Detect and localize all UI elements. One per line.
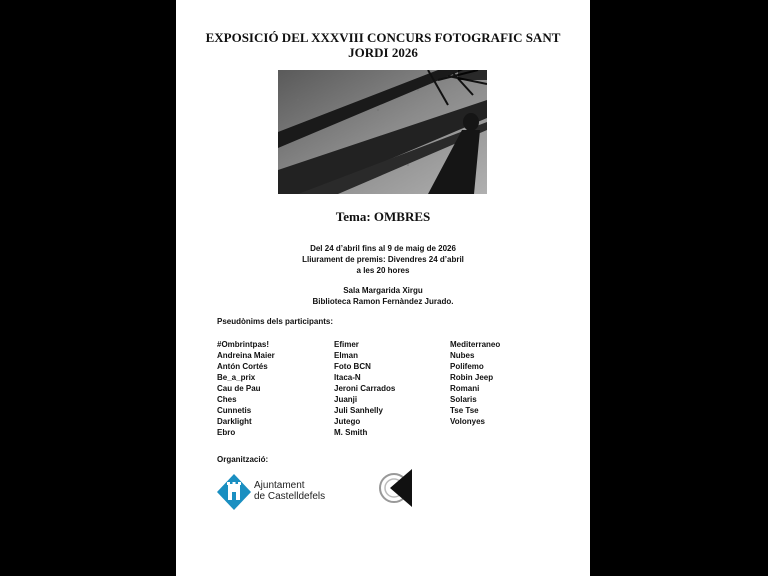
participants-column-2 xyxy=(334,339,395,438)
photo-club-logo xyxy=(376,467,414,509)
title-line-2: JORDI 2026 xyxy=(348,45,418,60)
participant: Jeroni Carrados xyxy=(334,384,396,393)
participant: Cunnetis xyxy=(217,406,252,415)
participants-label: Pseudònims dels participants: xyxy=(217,317,334,326)
participant: Antón Cortés xyxy=(217,362,268,371)
participant: Ebro xyxy=(217,428,236,437)
participant: Volonyes xyxy=(450,417,485,426)
participant: Ches xyxy=(217,395,237,404)
theme-heading: Tema: OMBRES xyxy=(335,209,431,224)
participant: #Ombrintpas! xyxy=(217,340,270,349)
participant: Tse Tse xyxy=(450,406,479,415)
participant: Solaris xyxy=(450,395,477,404)
poster-title xyxy=(176,30,590,60)
dates-line-2: Lliurament de premis: Divendres 24 d’abril xyxy=(302,255,464,264)
dates-block xyxy=(176,243,590,276)
venue-line-1: Sala Margarida Xirgu xyxy=(343,286,423,295)
participant: M. Smith xyxy=(334,428,368,437)
venue-block xyxy=(176,285,590,307)
participant: Efimer xyxy=(334,340,359,349)
venue-line-2: Biblioteca Ramon Fernàndez Jurado. xyxy=(312,297,454,306)
poster-page xyxy=(176,0,590,576)
participant: Polifemo xyxy=(450,362,484,371)
organization-label: Organització: xyxy=(217,455,269,464)
participant: Darklight xyxy=(217,417,252,426)
participant: Romani xyxy=(450,384,480,393)
participant: Cau de Pau xyxy=(217,384,261,393)
title-line-1: EXPOSICIÓ DEL XXXVIII CONCURS FOTOGRAFIC SANT xyxy=(205,30,561,45)
ajuntament-name xyxy=(254,480,325,502)
participants-column-3 xyxy=(450,339,500,427)
participant: Mediterraneo xyxy=(450,340,501,349)
participant: Nubes xyxy=(450,351,475,360)
participant: Jutego xyxy=(334,417,361,426)
ajuntament-line-2: de Castelldefels xyxy=(254,491,326,502)
dates-line-1: Del 24 d’abril fins al 9 de maig de 2026 xyxy=(310,244,456,253)
participant: Robin Jeep xyxy=(450,373,494,382)
participants-column-1 xyxy=(217,339,275,438)
participant: Andreina Maier xyxy=(217,351,275,360)
participant: Juanji xyxy=(334,395,358,404)
participant: Foto BCN xyxy=(334,362,371,371)
participant: Itaca-N xyxy=(334,373,361,382)
castle-shield-icon xyxy=(217,474,251,510)
dates-line-3: a les 20 hores xyxy=(356,266,410,275)
shadow-photo xyxy=(278,70,487,194)
ajuntament-logo xyxy=(217,474,337,510)
ajuntament-line-1: Ajuntament xyxy=(254,480,305,491)
participant: Be_a_prix xyxy=(217,373,256,382)
participant: Elman xyxy=(334,351,359,360)
participant: Juli Sanhelly xyxy=(334,406,383,415)
